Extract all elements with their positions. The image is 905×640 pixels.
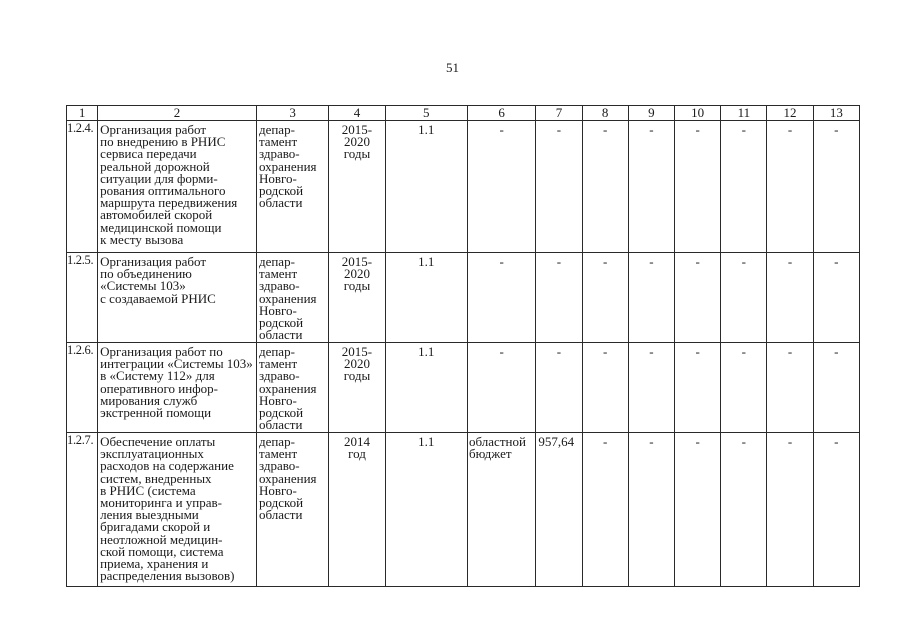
header-cell: 8 [582, 106, 628, 121]
amount: - [536, 343, 582, 433]
header-cell: 5 [385, 106, 467, 121]
header-row [67, 106, 860, 121]
row-number: 1.2.5. [67, 253, 98, 343]
measure-name: Организация работ по внедрению в РНИС сервиса передачи реальной дорожной ситуации для форми- рования оптимального маршрута передвижения автомобилей скорой медицинской помощи к месту вызова [98, 121, 257, 253]
target-indicator: 1.1 [385, 433, 467, 587]
header-cell: 7 [536, 106, 582, 121]
year-value: - [675, 343, 721, 433]
executor: депар- тамент здраво- охранения Новго- родской области [256, 121, 328, 253]
amount: 957,64 [536, 433, 582, 587]
measure-name: Организация работ по объединению «Системы 103» с создаваемой РНИС [98, 253, 257, 343]
amount: - [536, 253, 582, 343]
row-number: 1.2.6. [67, 343, 98, 433]
year-value: - [813, 343, 859, 433]
target-indicator: 1.1 [385, 121, 467, 253]
executor: депар- тамент здраво- охранения Новго- родской области [256, 343, 328, 433]
year-value: - [813, 253, 859, 343]
measure-name: Обеспечение оплаты эксплуатационных расходов на содержание систем, внедренных в РНИС (система мониторинга и управ- ления выездными бригадами скорой и неотложной медицин- ской помощи, система приема, хранения и распределения вызовов) [98, 433, 257, 587]
target-indicator: 1.1 [385, 343, 467, 433]
year-value: - [721, 121, 767, 253]
year-value: - [628, 121, 674, 253]
row-number: 1.2.7. [67, 433, 98, 587]
amount: - [536, 121, 582, 253]
year-value: - [813, 433, 859, 587]
measure-name: Организация работ по интеграции «Системы 103» в «Систему 112» для оперативного инфор- мирования служб экстренной помощи [98, 343, 257, 433]
program-measures-table [66, 105, 860, 587]
year-value: - [582, 343, 628, 433]
year-value: - [582, 121, 628, 253]
header-cell: 4 [329, 106, 385, 121]
funding-source: - [468, 121, 536, 253]
year-value: - [582, 253, 628, 343]
row-number: 1.2.4. [67, 121, 98, 253]
year-value: - [767, 343, 813, 433]
header-cell: 1 [67, 106, 98, 121]
target-indicator: 1.1 [385, 253, 467, 343]
table-row [67, 121, 860, 253]
page-number: 51 [446, 60, 459, 75]
header-cell: 13 [813, 106, 859, 121]
year-value: - [628, 343, 674, 433]
year-value: - [675, 121, 721, 253]
funding-source: областной бюджет [468, 433, 536, 587]
year-value: - [813, 121, 859, 253]
year-value: - [767, 433, 813, 587]
header-cell: 12 [767, 106, 813, 121]
year-value: - [721, 253, 767, 343]
header-cell: 3 [256, 106, 328, 121]
year-value: - [767, 121, 813, 253]
header-cell: 10 [675, 106, 721, 121]
table-row [67, 433, 860, 587]
year-value: - [721, 343, 767, 433]
year-value: - [767, 253, 813, 343]
header-cell: 2 [98, 106, 257, 121]
executor: депар- тамент здраво- охранения Новго- родской области [256, 433, 328, 587]
year-value: - [675, 253, 721, 343]
funding-source: - [468, 253, 536, 343]
period: 2014 год [329, 433, 385, 587]
header-cell: 9 [628, 106, 674, 121]
year-value: - [628, 433, 674, 587]
year-value: - [628, 253, 674, 343]
executor: депар- тамент здраво- охранения Новго- родской области [256, 253, 328, 343]
year-value: - [582, 433, 628, 587]
funding-source: - [468, 343, 536, 433]
period: 2015- 2020 годы [329, 343, 385, 433]
period: 2015- 2020 годы [329, 121, 385, 253]
table-row [67, 253, 860, 343]
year-value: - [721, 433, 767, 587]
period: 2015- 2020 годы [329, 253, 385, 343]
table-row [67, 343, 860, 433]
header-cell: 6 [468, 106, 536, 121]
header-cell: 11 [721, 106, 767, 121]
year-value: - [675, 433, 721, 587]
